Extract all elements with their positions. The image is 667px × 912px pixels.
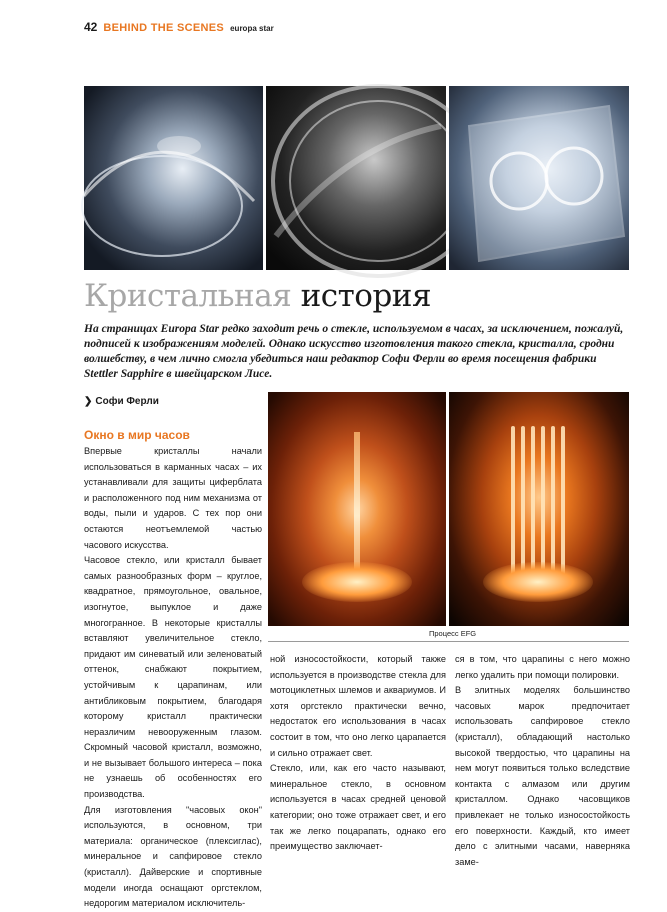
text-column-1 (84, 444, 262, 912)
chevron-right-icon: ❯ (84, 396, 93, 407)
section-subhead: Окно в мир часов (84, 428, 190, 442)
article-lead: На страницах Europa Star редко заходит речь о стекле, используемом в часах, за исключением, пожалуй, подписей к изображениям моделей. Однако искусство изготовления такого стекла, кристалла, сродни волшебству, в чем лично смогла убедиться наш редактор Софи Ферли во время посещения фабрики Stettler Sapphire в швейцарском Лисе. (84, 323, 624, 380)
efg-glow (302, 562, 412, 602)
photo-efg-furnace (268, 392, 446, 626)
photo-efg-rods (449, 392, 629, 626)
text-column-2 (270, 652, 446, 855)
title-light-part: Кристальная (84, 278, 292, 314)
paragraph: ся в том, что царапины с него можно легко удалить при помощи полировки. (455, 654, 630, 680)
photo-caption: Процесс EFG (429, 629, 477, 638)
paragraph: Для изготовления "часовых окон" используются, в основном, три материала: органическое (плексиглас), минеральное и сапфировое стекло (кристалл). Дайверские и спортивные модели иногда оснащают оргстеклом, недорогим материалом исключитель- (84, 804, 262, 909)
page-header (84, 20, 274, 36)
photo-crystal-plate (449, 86, 629, 270)
efg-glow (483, 562, 593, 602)
paragraph: Впервые кристаллы начали использоваться в карманных часах – их устанавливали для защиты циферблата и расположенного под ним механизма от воды, пыли и ударов. С тех пор они остаются неотъемлемой частью часового искусства. (84, 446, 262, 550)
paragraph: Стекло, или, как его часто называют, минеральное стекло, в основном используется в часах средней ценовой категории; оно тоже отражает свет, и его так же легко поцарапать, однако его преимущество заключает- (270, 763, 446, 852)
magazine-brand: europa star (230, 24, 274, 33)
text-column-3 (455, 652, 630, 870)
paragraph: В элитных моделях большинство часовых марок предпочитает использовать сапфировое стекло (кристалл), обладающий настолько высокой твердостью, что царапины на нем могут появиться только вследствие контакта с алмазом или другим кристаллом. Однако часовщиков привлекает не только износостойкость его поверхности. Каждый, кто имеет дело с элитными часами, наверняка заме- (455, 685, 630, 867)
article-title (84, 278, 431, 314)
photo-watch-dial (266, 86, 446, 270)
photo-crystal-lens (84, 86, 263, 270)
caption-divider (268, 641, 629, 642)
title-dark-part: история (300, 278, 432, 314)
paragraph: ной износостойкости, который также используется в производстве стекла для мотоциклетных шлемов и аквариумов. И хотя оргстекло практически вечно, недостаток его использования в часах состоит в том, что оно легко царапается и сильно отражает свет. (270, 654, 446, 758)
section-label: BEHIND THE SCENES (103, 22, 225, 34)
paragraph: Часовое стекло, или кристалл бывает самых разнообразных форм – круглое, квадратное, прямоугольное, овальное, изогнутое, выпуклое и даже многогранное. В некоторые кристаллы вставляют увеличительное стекло, придают им синеватый или зеленоватый оттенок, снабжают покрытием, устойчивым к царапинам, или антибликовым покрытием, благодаря которому кристалл практически неразличим невооруженным глазом. Скромный часовой кристалл, возможно, и не вызывает большого интереса – пока не узнаешь об особенностях его производства. (84, 555, 262, 800)
author-name: Софи Ферли (95, 396, 159, 407)
efg-crystal-beam (354, 432, 360, 572)
page-number: 42 (84, 20, 98, 34)
byline (84, 396, 159, 407)
